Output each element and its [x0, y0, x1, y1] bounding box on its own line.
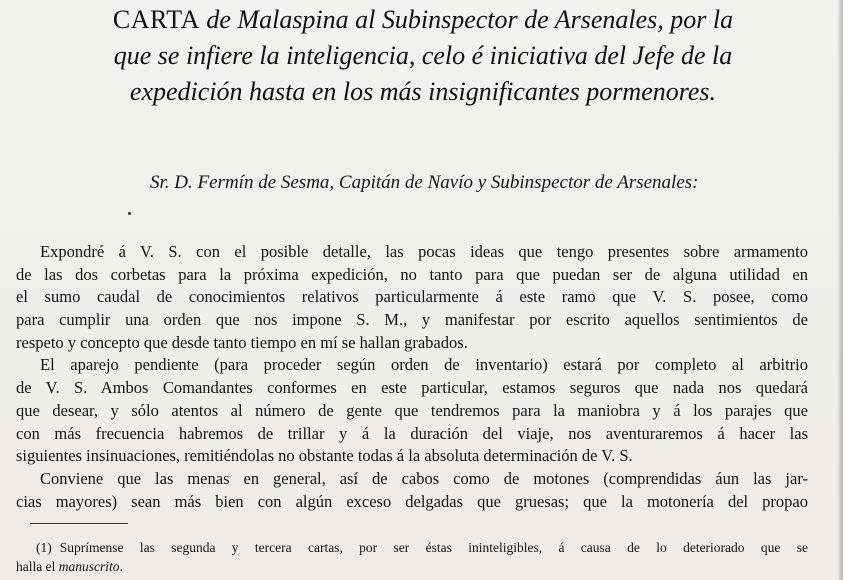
body-line: para cumplir una orden que nos impone S. M., y manifestar por escrito aquellos sentimientos de [16, 310, 808, 330]
letter-title [18, 2, 828, 110]
ink-speck [128, 212, 131, 215]
footnote-text-2-suffix: . [119, 559, 123, 574]
body-line: de las dos corbetas para la próxima expedición, no tanto para que puedan ser de alguna utilidad en [16, 264, 808, 284]
body-line: el sumo caudal de conocimientos relativos particularmente á este ramo que V. S. posee, como [16, 287, 808, 307]
body-line: de V. S. Ambos Comandantes conformes en este particular, estamos seguros que nada nos quedará [16, 378, 808, 398]
body-line: con más frecuencia habremos de trillar y á la duración del viaje, nos aventuraremos á hacer las [16, 423, 808, 443]
body-line: Conviene que las menas en general, así de cabos como de motones (comprendidas áun las jar- [40, 468, 808, 488]
footnote-line-1 [16, 538, 808, 557]
salutation: Sr. D. Fermín de Sesma, Capitán de Navío y Subinspector de Arsenales: [150, 172, 699, 193]
body-line: El aparejo pendiente (para proceder según orden de inventario) estará por completo al arbitrio [40, 355, 808, 375]
footnote-mark: (1) [36, 540, 52, 555]
body-line: respeto y concepto que desde tanto tiempo en mí se hallan grabados. [16, 332, 468, 352]
title-lead: CARTA [112, 5, 200, 34]
body-line: cias mayores) sean más bien con algún exceso delgadas que gruesas; que la motonería del propao [16, 491, 808, 511]
footnote [16, 538, 808, 576]
title-line-3: expedición hasta en los más insignificantes pormenores. [129, 77, 717, 106]
footnote-divider [30, 523, 128, 524]
letter-body [16, 241, 808, 513]
footnote-line-2 [16, 557, 808, 576]
footnote-text-2-italic: manuscrito [58, 559, 120, 574]
body-line: que desear, y sólo atentos al número de gente que tendremos para la maniobra y á los parajes que [16, 400, 808, 420]
title-line-1 [18, 2, 828, 38]
body-line: Expondré á V. S. con el posible detalle, las pocas ideas que tengo presentes sobre armamento [40, 242, 808, 261]
title-line-1-rest: de Malaspina al Subinspector de Arsenales, por la [199, 5, 734, 34]
body-line: siguientes insinuaciones, remitiéndolas no obstante todas á la absoluta determinación de V. S. [16, 446, 633, 466]
page-edge-shadow [837, 0, 843, 580]
footnote-text-1: Suprímense las segunda y tercera cartas, por ser éstas ininteligibles, á causa de lo deteriorado que se [59, 540, 808, 555]
title-line-2: que se infiere la inteligencia, celo é iniciativa del Jefe de la [113, 41, 733, 70]
footnote-text-2-prefix: halla el [16, 559, 59, 574]
